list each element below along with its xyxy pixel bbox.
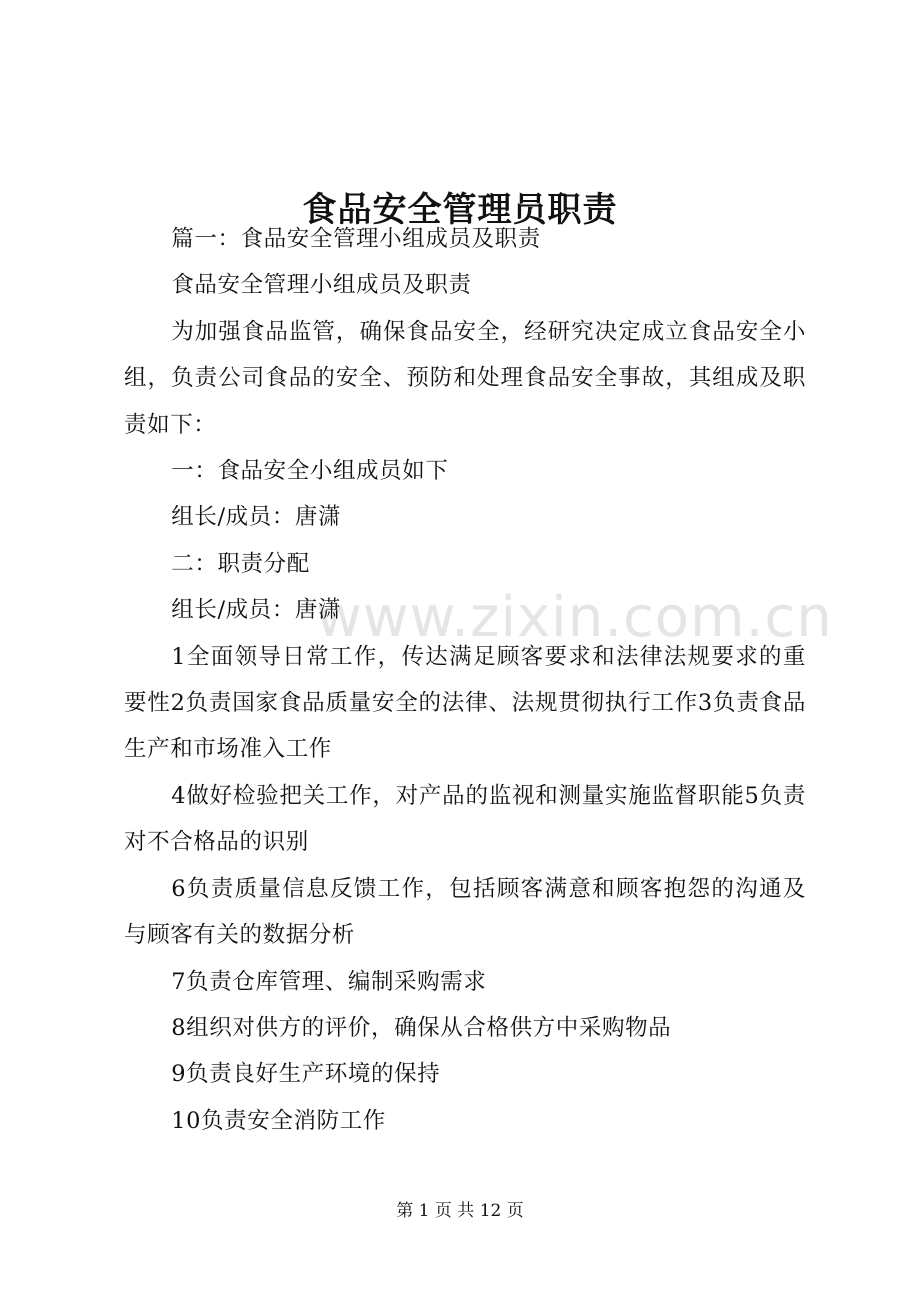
paragraph-duty-item: 8组织对供方的评价，确保从合格供方中采购物品	[171, 1014, 672, 1041]
paragraph-duties-member: 组长/成员：唐潇	[171, 597, 342, 624]
paragraph-duty-item: 10负责安全消防工作	[171, 1107, 386, 1134]
paragraph-members: 组长/成员：唐潇	[171, 504, 342, 531]
paragraph-duty-item: 4做好检验把关工作，对产品的监视和测量实施监督职能5负责对不合格品的识别	[124, 782, 806, 856]
paragraph-duty-item: 6负责质量信息反馈工作，包括顾客满意和顾客抱怨的沟通及与顾客有关的数据分析	[124, 875, 806, 949]
paragraph-duties-heading: 二：职责分配	[171, 550, 310, 577]
document-title: 食品安全管理员职责	[302, 189, 618, 230]
paragraph-duty-item: 1全面领导日常工作，传达满足顾客要求和法律法规要求的重要性2负责国家食品质量安全的法律、法规贯彻执行工作3负责食品生产和市场准入工作	[124, 643, 806, 763]
paragraph-duty-item: 7负责仓库管理、编制采购需求	[171, 968, 487, 995]
page-number-footer: 第 1 页 共 12 页	[396, 1201, 524, 1221]
document-body	[124, 216, 806, 1144]
watermark: www.zixin.com.cn	[316, 585, 833, 650]
paragraph-intro: 为加强食品监管，确保食品安全，经研究决定成立食品安全小组，负责公司食品的安全、预防和处理食品安全事故，其组成及职责如下：	[124, 318, 806, 438]
paragraph-members-heading: 一：食品安全小组成员如下	[171, 458, 449, 485]
paragraph-duty-item: 9负责良好生产环境的保持	[171, 1061, 441, 1088]
paragraph-subtitle: 食品安全管理小组成员及职责	[171, 272, 472, 299]
paragraph-section-heading: 篇一：食品安全管理小组成员及职责	[171, 226, 541, 252]
